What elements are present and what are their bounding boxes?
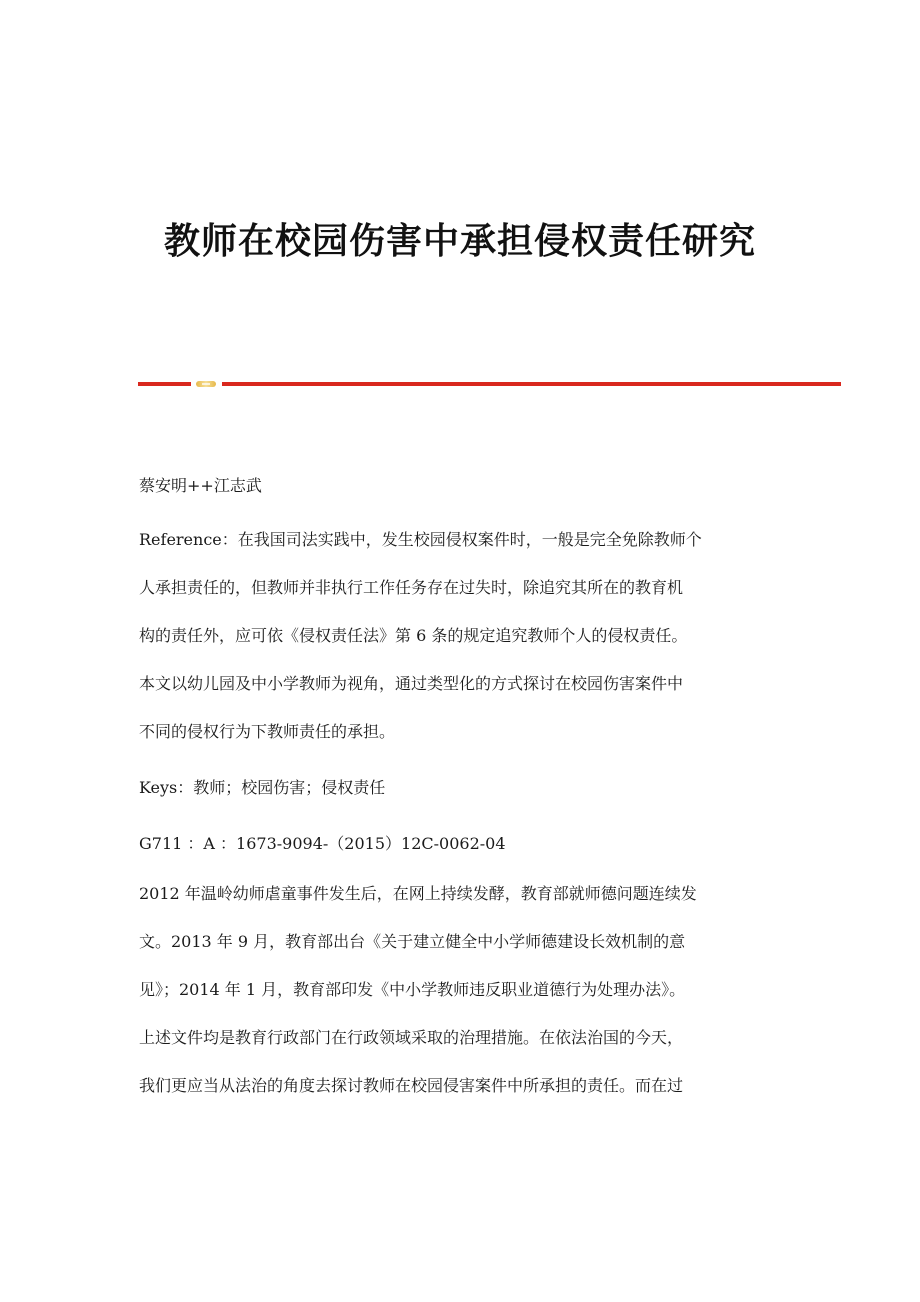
title-divider <box>138 380 841 388</box>
body-paragraph <box>139 870 789 1110</box>
body-line: 上述文件均是教育行政部门在行政领域采取的治理措施。在依法治国的今天， <box>139 1028 684 1047</box>
abstract-line: 构的责任外，应可依《侵权责任法》第 6 条的规定追究教师个人的侵权责任。 <box>139 626 688 645</box>
abstract-line: Reference：在我国司法实践中，发生校园侵权案件时，一般是完全免除教师个 <box>139 530 702 549</box>
divider-ornament-icon <box>196 381 216 387</box>
body-line: 见》；2014 年 1 月，教育部印发《中小学教师违反职业道德行为处理办法》。 <box>139 980 686 999</box>
abstract-line: 人承担责任的，但教师并非执行工作任务存在过失时，除追究其所在的教育机 <box>139 578 684 597</box>
classification-line: G711 ：A ：1673-9094-（2015）12C-0062-04 <box>139 834 506 853</box>
abstract-line: 本文以幼儿园及中小学教师为视角，通过类型化的方式探讨在校园伤害案件中 <box>139 674 684 693</box>
keywords-line: Keys：教师；校园伤害；侵权责任 <box>139 778 386 797</box>
abstract-paragraph <box>139 516 789 756</box>
document-title: 教师在校园伤害中承担侵权责任研究 <box>163 220 756 262</box>
body-line: 2012 年温岭幼师虐童事件发生后，在网上持续发酵，教育部就师德问题连续发 <box>139 884 697 903</box>
author-line: 蔡安明++江志武 <box>139 476 262 495</box>
body-line: 我们更应当从法治的角度去探讨教师在校园侵害案件中所承担的责任。而在过 <box>139 1076 684 1095</box>
divider-bar-right <box>222 382 841 386</box>
divider-bar-left <box>138 382 191 386</box>
abstract-line: 不同的侵权行为下教师责任的承担。 <box>139 722 396 741</box>
body-line: 文。2013 年 9 月，教育部出台《关于建立健全中小学师德建设长效机制的意 <box>139 932 686 951</box>
